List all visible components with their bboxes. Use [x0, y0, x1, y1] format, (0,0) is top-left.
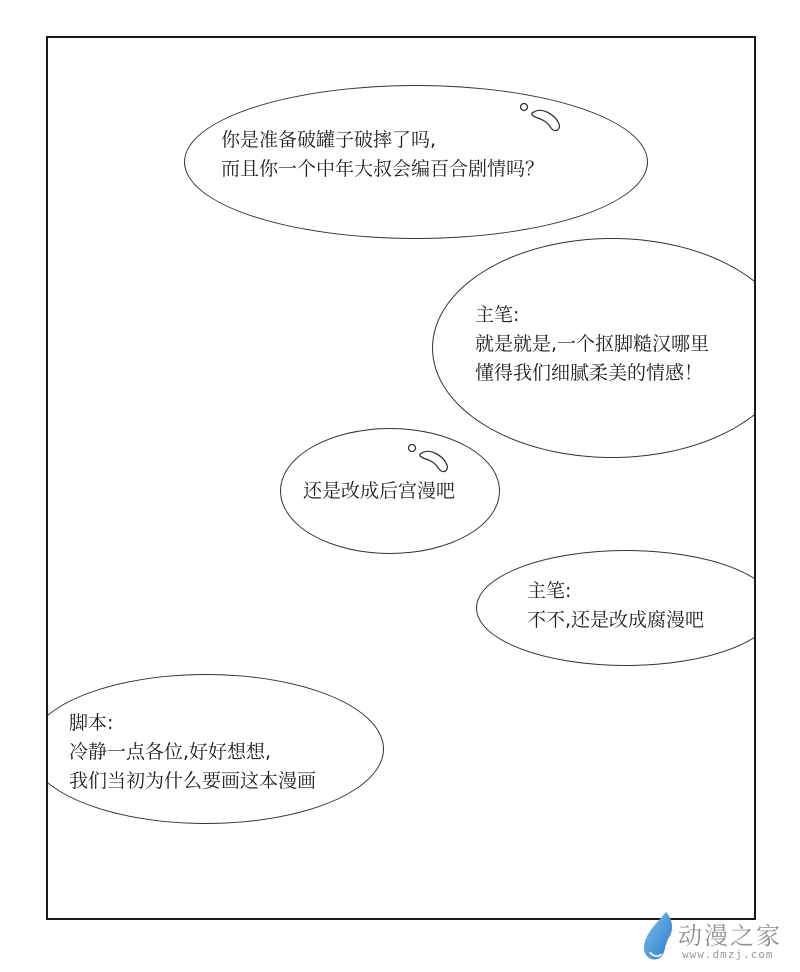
- speech-bubble-4: [476, 550, 756, 666]
- bubble-2-speaker: 主笔:: [475, 304, 520, 326]
- bubble-5-line-2: 我们当初为什么要画这本漫画: [69, 770, 317, 792]
- bubble-3-line-1: 还是改成后宫漫吧: [303, 480, 456, 502]
- watermark-title: 动漫之家: [678, 922, 782, 950]
- bubble-2-line-1: 就是就是,一个抠脚糙汉哪里: [475, 333, 710, 355]
- bubble-1-line-1: 你是准备破罐子破摔了吗,: [221, 129, 437, 151]
- bubble-2-line-2: 懂得我们细腻柔美的情感！: [475, 362, 704, 384]
- watermark-url: www.dmzj.com: [682, 948, 774, 961]
- bubble-4-line-1: 不不,还是改成腐漫吧: [527, 609, 705, 631]
- speech-bubble-2: [432, 238, 756, 458]
- bubble-4-speaker: 主笔:: [527, 580, 572, 602]
- bubble-shine-icon: [407, 443, 457, 479]
- speech-bubble-3: [280, 428, 500, 554]
- water-drop-logo-icon: [636, 908, 676, 964]
- speech-bubble-1: [184, 85, 648, 239]
- speech-bubble-5: [46, 674, 384, 824]
- site-watermark: [628, 908, 798, 968]
- bubble-5-line-1: 冷静一点各位,好好想想,: [69, 741, 272, 763]
- bubble-5-speaker: 脚本:: [69, 712, 114, 734]
- comic-panel: [46, 36, 756, 920]
- bubble-1-line-2: 而且你一个中年大叔会编百合剧情吗？: [221, 158, 545, 180]
